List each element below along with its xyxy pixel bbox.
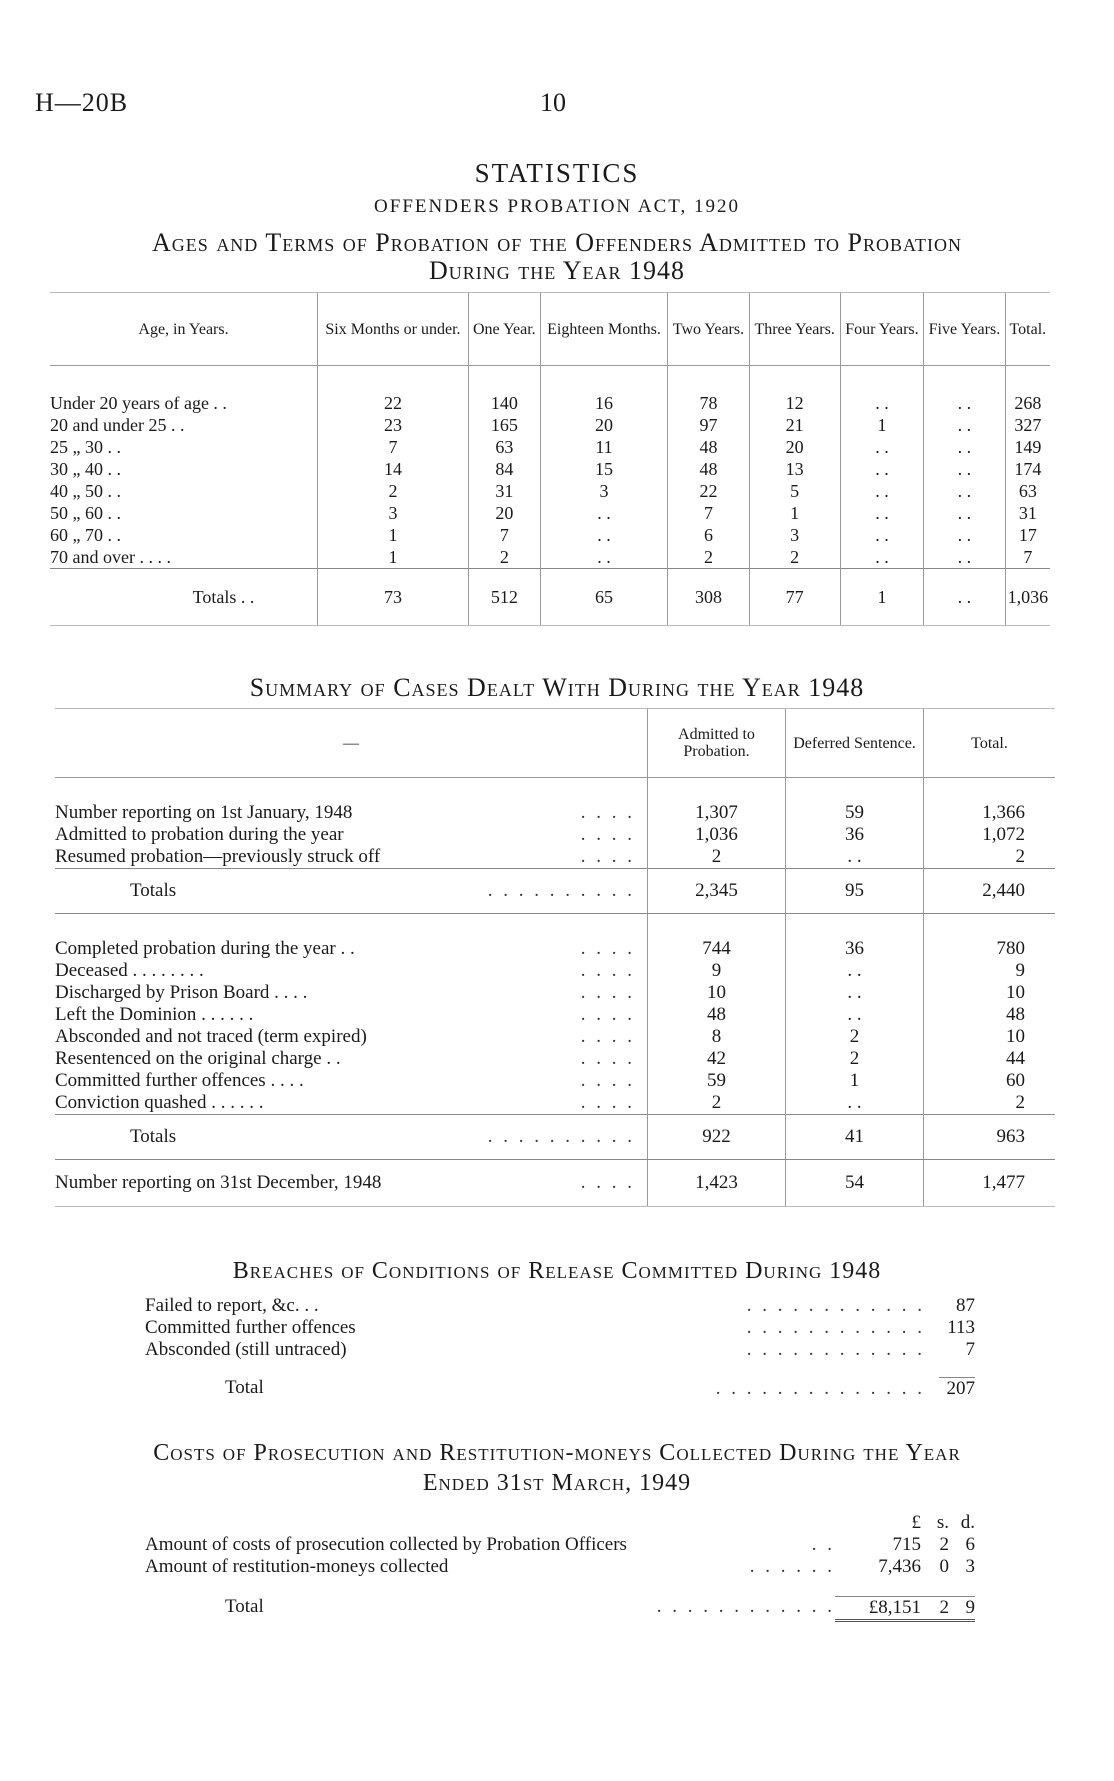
cost-pounds: 7,436 [878, 1556, 921, 1577]
ages-cell: 6 [668, 524, 749, 546]
col-age: Age, in Years. [50, 293, 318, 366]
cost-total-pence: 9 [965, 1597, 975, 1618]
col-total: Total. [1005, 293, 1050, 366]
ages-cell: 174 [1005, 458, 1050, 480]
cost-pence: 6 [965, 1534, 975, 1555]
ages-table-row [50, 546, 1050, 569]
summary-dots: . . . . [580, 1026, 635, 1047]
age-label: 60 „ 70 . . [50, 525, 121, 545]
total-value: 9 [924, 960, 1056, 982]
ages-cell: . . [924, 502, 1005, 524]
total-value: 44 [924, 1048, 1056, 1070]
summary-description [55, 1092, 648, 1115]
ages-cell: 17 [1005, 524, 1050, 546]
summary-label: Committed further offences . . . . [55, 1070, 304, 1091]
total-value: 48 [924, 1004, 1056, 1026]
summary-description [55, 1026, 648, 1048]
cost-left [145, 1534, 627, 1556]
summary-label: Discharged by Prison Board . . . . [55, 982, 308, 1003]
deferred-value: 2 [786, 1048, 924, 1070]
cost-dots: . . [811, 1534, 835, 1555]
ages-cell: 48 [668, 436, 749, 458]
deferred-value: 95 [786, 869, 924, 914]
ages-cell: 2 [668, 546, 749, 569]
costs-list [145, 1512, 975, 1622]
cost-pounds: 715 [892, 1534, 921, 1555]
total-value: 780 [924, 914, 1056, 961]
deferred-value: 36 [786, 914, 924, 961]
breach-item [145, 1339, 975, 1361]
ages-cell: 268 [1005, 366, 1050, 415]
cost-total-right [657, 1596, 975, 1622]
cost-shillings: 0 [939, 1556, 949, 1577]
ages-cell: 1 [749, 502, 840, 524]
ages-cell: . . [540, 502, 668, 524]
total-value: 60 [924, 1070, 1056, 1092]
breach-item [145, 1295, 975, 1317]
summary-label: Deceased . . . . . . . . [55, 960, 204, 981]
ages-cell: . . [924, 366, 1005, 415]
ages-cell: 78 [668, 366, 749, 415]
summary-row [55, 1004, 1055, 1026]
pence-header: d. [960, 1512, 975, 1533]
breach-dots: . . . . . . . . . . . . [746, 1339, 925, 1360]
cost-item [145, 1556, 975, 1578]
summary-description [55, 982, 648, 1004]
ages-cell: 31 [468, 480, 540, 502]
admitted-value: 42 [648, 1048, 786, 1070]
admitted-value: 59 [648, 1070, 786, 1092]
cost-left [145, 1556, 448, 1578]
totals-cell: 1 [840, 569, 923, 626]
age-label: 50 „ 60 . . [50, 503, 121, 523]
col-four-years: Four Years. [840, 293, 923, 366]
totals-cell: . . [924, 569, 1005, 626]
ages-cell: 140 [468, 366, 540, 415]
total-value: 2,440 [924, 869, 1056, 914]
breach-right [747, 1317, 975, 1339]
costs-title-line2: Ended 31st March, 1949 [422, 1470, 692, 1496]
summary-row [55, 778, 1055, 825]
ages-table-row [50, 480, 1050, 502]
ages-cell: 97 [668, 414, 749, 436]
col-two-years: Two Years. [668, 293, 749, 366]
deferred-value: . . [786, 1004, 924, 1026]
totals-cell: 308 [668, 569, 749, 626]
summary-description [55, 778, 648, 825]
summary-label: Completed probation during the year . . [55, 938, 355, 959]
summary-row [55, 824, 1055, 846]
summary-row [55, 1026, 1055, 1048]
summary-description [55, 1004, 648, 1026]
ages-cell: 22 [668, 480, 749, 502]
total-value: 1,366 [924, 778, 1056, 825]
breach-label: Absconded (still untraced) [145, 1339, 347, 1360]
admitted-value: 922 [648, 1115, 786, 1160]
age-label: 40 „ 50 . . [50, 481, 121, 501]
deferred-value: 59 [786, 778, 924, 825]
summary-description [55, 824, 648, 846]
summary-label: Resumed probation—previously struck off [55, 846, 381, 867]
lsd-headers [835, 1512, 975, 1534]
breach-right [747, 1339, 975, 1361]
breach-total-dots: . . . . . . . . . . . . . . [715, 1378, 925, 1399]
age-label: Under 20 years of age . . [50, 393, 227, 413]
breach-right [747, 1295, 975, 1317]
cost-right [812, 1534, 975, 1556]
cost-total-dots: . . . . . . . . . . . . [656, 1596, 835, 1617]
breach-total-right [716, 1377, 975, 1400]
summary-description [55, 1048, 648, 1070]
deferred-value: . . [786, 982, 924, 1004]
admitted-value: 2,345 [648, 869, 786, 914]
ages-cell: . . [840, 458, 923, 480]
ages-cell: . . [840, 436, 923, 458]
breach-label: Committed further offences [145, 1317, 356, 1338]
ages-cell: 1 [318, 524, 469, 546]
summary-dots: . . . . [580, 1048, 635, 1069]
summary-description [55, 1070, 648, 1092]
ages-cell: . . [540, 524, 668, 546]
totals-cell: 77 [749, 569, 840, 626]
breach-dots: . . . . . . . . . . . . [746, 1295, 925, 1316]
admitted-value: 9 [648, 960, 786, 982]
summary-row [55, 1070, 1055, 1092]
cost-total-label: Total [225, 1596, 264, 1617]
statistics-title: STATISTICS [474, 158, 640, 188]
total-value: 963 [924, 1115, 1056, 1160]
ages-cell: 20 [468, 502, 540, 524]
pounds-header: £ [911, 1512, 921, 1533]
summary-dots: . . . . [580, 1004, 635, 1025]
total-value: 10 [924, 982, 1056, 1004]
total-value: 1,072 [924, 824, 1056, 846]
summary-label: Totals [130, 1126, 177, 1147]
summary-dots: . . . . [580, 938, 635, 959]
ages-cell: . . [840, 480, 923, 502]
deferred-value: . . [786, 1092, 924, 1115]
ages-cell: 7 [468, 524, 540, 546]
cost-total-pounds: £8,151 [868, 1597, 921, 1618]
summary-description [55, 914, 648, 961]
deferred-value: 41 [786, 1115, 924, 1160]
summary-row [55, 960, 1055, 982]
ages-cell: . . [924, 480, 1005, 502]
summary-description [55, 1160, 648, 1207]
ages-table-row [50, 524, 1050, 546]
summary-dots: . . . . [580, 802, 635, 823]
ages-table-title-line2: During the Year 1948 [428, 256, 686, 285]
ages-cell: 3 [318, 502, 469, 524]
ages-cell: 84 [468, 458, 540, 480]
summary-dots: . . . . [580, 846, 635, 867]
ages-table-title-line1: Ages and Terms of Probation of the Offenders Admitted to Probation [152, 228, 962, 257]
deferred-value: 54 [786, 1160, 924, 1207]
ages-cell: 7 [318, 436, 469, 458]
deferred-value: . . [786, 846, 924, 869]
summary-dots: . . . . [580, 824, 635, 845]
breach-value: 113 [947, 1317, 975, 1338]
ages-cell: 165 [468, 414, 540, 436]
breach-value: 87 [956, 1295, 975, 1316]
admitted-value: 1,036 [648, 824, 786, 846]
col-eighteen-months: Eighteen Months. [540, 293, 668, 366]
summary-description [55, 869, 648, 914]
ages-cell: 2 [318, 480, 469, 502]
cost-total-shillings: 2 [939, 1597, 949, 1618]
ages-cell: 63 [468, 436, 540, 458]
summary-final-row [55, 1160, 1055, 1207]
totals-cell: 512 [468, 569, 540, 626]
total-value: 2 [924, 846, 1056, 869]
summary-col-description: — [55, 709, 648, 778]
ages-cell: 1 [840, 414, 923, 436]
age-label: 20 and under 25 . . [50, 415, 185, 435]
ages-cell: . . [840, 546, 923, 569]
ages-cell: . . [924, 524, 1005, 546]
costs-column-headers [145, 1512, 975, 1534]
summary-label: Number reporting on 31st December, 1948 [55, 1172, 382, 1193]
cost-item [145, 1534, 975, 1556]
ages-cell: 12 [749, 366, 840, 415]
cost-pence: 3 [965, 1556, 975, 1577]
admitted-value: 744 [648, 914, 786, 961]
ages-table-totals-row [50, 569, 1050, 626]
ages-cell: 20 [749, 436, 840, 458]
cost-label: Amount of restitution-moneys collected [145, 1556, 449, 1577]
ages-table-header-row [50, 293, 1050, 366]
ages-cell: 14 [318, 458, 469, 480]
breach-total-value: 207 [939, 1377, 975, 1400]
ages-cell: 15 [540, 458, 668, 480]
summary-label: Left the Dominion . . . . . . [55, 1004, 254, 1025]
page-reference: H—20B [35, 88, 129, 117]
ages-cell: 5 [749, 480, 840, 502]
summary-row [55, 1048, 1055, 1070]
admitted-value: 8 [648, 1026, 786, 1048]
ages-cell: 2 [749, 546, 840, 569]
ages-table-row [50, 366, 1050, 415]
summary-dots: . . . . . . . . . . [487, 1126, 635, 1147]
ages-cell: 149 [1005, 436, 1050, 458]
summary-dots: . . . . [580, 982, 635, 1003]
col-three-years: Three Years. [749, 293, 840, 366]
ages-cell: 3 [540, 480, 668, 502]
ages-cell: 327 [1005, 414, 1050, 436]
summary-col-admitted: Admitted to Probation. [648, 709, 786, 778]
summary-col-total: Total. [924, 709, 1056, 778]
totals-cell: 73 [318, 569, 469, 626]
ages-cell: 23 [318, 414, 469, 436]
shillings-header: s. [936, 1512, 949, 1533]
summary-totals-row [55, 869, 1055, 914]
ages-cell: 7 [668, 502, 749, 524]
summary-row [55, 914, 1055, 961]
summary-row [55, 846, 1055, 869]
summary-dots: . . . . [580, 1172, 635, 1193]
ages-cell: . . [924, 458, 1005, 480]
ages-cell: 21 [749, 414, 840, 436]
cost-label: Amount of costs of prosecution collected by Probation Officers [145, 1534, 627, 1555]
breach-item [145, 1317, 975, 1339]
breaches-list [145, 1295, 975, 1400]
age-label: 70 and over . . . . [50, 547, 171, 567]
total-value: 2 [924, 1092, 1056, 1115]
totals-cell: 65 [540, 569, 668, 626]
ages-cell: 1 [318, 546, 469, 569]
summary-description [55, 846, 648, 869]
summary-table [55, 708, 1055, 1207]
col-six-months: Six Months or under. [318, 293, 469, 366]
ages-cell: 13 [749, 458, 840, 480]
admitted-value: 2 [648, 1092, 786, 1115]
ages-cell: . . [840, 524, 923, 546]
totals-label: Totals . . [50, 569, 318, 626]
ages-cell: . . [840, 502, 923, 524]
admitted-value: 48 [648, 1004, 786, 1026]
summary-dots: . . . . [580, 1092, 635, 1113]
summary-label: Totals [130, 880, 177, 901]
deferred-value: 1 [786, 1070, 924, 1092]
ages-table-row [50, 414, 1050, 436]
breach-total [145, 1377, 975, 1400]
ages-table-row [50, 436, 1050, 458]
summary-col-deferred: Deferred Sentence. [786, 709, 924, 778]
summary-title: Summary of Cases Dealt With During the Year 1948 [249, 673, 865, 702]
breach-dots: . . . . . . . . . . . . [746, 1317, 925, 1338]
cost-amount [835, 1534, 975, 1556]
admitted-value: 1,307 [648, 778, 786, 825]
ages-cell: 16 [540, 366, 668, 415]
ages-cell: 2 [468, 546, 540, 569]
deferred-value: 2 [786, 1026, 924, 1048]
cost-shillings: 2 [939, 1534, 949, 1555]
col-one-year: One Year. [468, 293, 540, 366]
summary-label: Admitted to probation during the year [55, 824, 344, 845]
ages-cell: . . [924, 436, 1005, 458]
costs-title-line1: Costs of Prosecution and Restitution-moneys Collected During the Year [153, 1440, 961, 1466]
ages-table-row [50, 458, 1050, 480]
totals-cell: 1,036 [1005, 569, 1050, 626]
breach-value: 7 [965, 1339, 975, 1360]
summary-description [55, 1115, 648, 1160]
summary-dots: . . . . . . . . . . [487, 880, 635, 901]
ages-cell: 7 [1005, 546, 1050, 569]
ages-cell: 63 [1005, 480, 1050, 502]
ages-cell: 22 [318, 366, 469, 415]
summary-dots: . . . . [580, 960, 635, 981]
ages-cell: . . [540, 546, 668, 569]
summary-label: Number reporting on 1st January, 1948 [55, 802, 353, 823]
cost-total-amount [835, 1596, 975, 1622]
total-value: 10 [924, 1026, 1056, 1048]
age-label: 30 „ 40 . . [50, 459, 121, 479]
ages-cell: . . [924, 414, 1005, 436]
ages-cell: . . [840, 366, 923, 415]
deferred-value: 36 [786, 824, 924, 846]
breach-total-label: Total [225, 1377, 264, 1398]
summary-label: Resentenced on the original charge . . [55, 1048, 341, 1069]
admitted-value: 2 [648, 846, 786, 869]
cost-right [750, 1556, 975, 1578]
ages-terms-table [50, 292, 1050, 626]
summary-table-header-row [55, 709, 1055, 778]
ages-cell: 20 [540, 414, 668, 436]
summary-row [55, 1092, 1055, 1115]
cost-total [145, 1596, 975, 1622]
breach-label: Failed to report, &c. . . [145, 1295, 319, 1316]
ages-cell: . . [924, 546, 1005, 569]
act-title: OFFENDERS PROBATION ACT, 1920 [374, 196, 740, 217]
summary-dots: . . . . [580, 1070, 635, 1091]
ages-cell: 11 [540, 436, 668, 458]
cost-dots: . . . . . . [749, 1556, 835, 1577]
summary-label: Absconded and not traced (term expired) [55, 1026, 367, 1047]
summary-row [55, 982, 1055, 1004]
summary-label: Conviction quashed . . . . . . [55, 1092, 264, 1113]
ages-table-row [50, 502, 1050, 524]
deferred-value: . . [786, 960, 924, 982]
cost-amount [835, 1556, 975, 1578]
breaches-title: Breaches of Conditions of Release Committed During 1948 [232, 1258, 882, 1284]
col-five-years: Five Years. [924, 293, 1005, 366]
age-label: 25 „ 30 . . [50, 437, 121, 457]
ages-cell: 31 [1005, 502, 1050, 524]
ages-cell: 3 [749, 524, 840, 546]
summary-description [55, 960, 648, 982]
total-value: 1,477 [924, 1160, 1056, 1207]
ages-cell: 48 [668, 458, 749, 480]
admitted-value: 10 [648, 982, 786, 1004]
summary-totals-row [55, 1115, 1055, 1160]
page-number: 10 [540, 88, 566, 117]
admitted-value: 1,423 [648, 1160, 786, 1207]
